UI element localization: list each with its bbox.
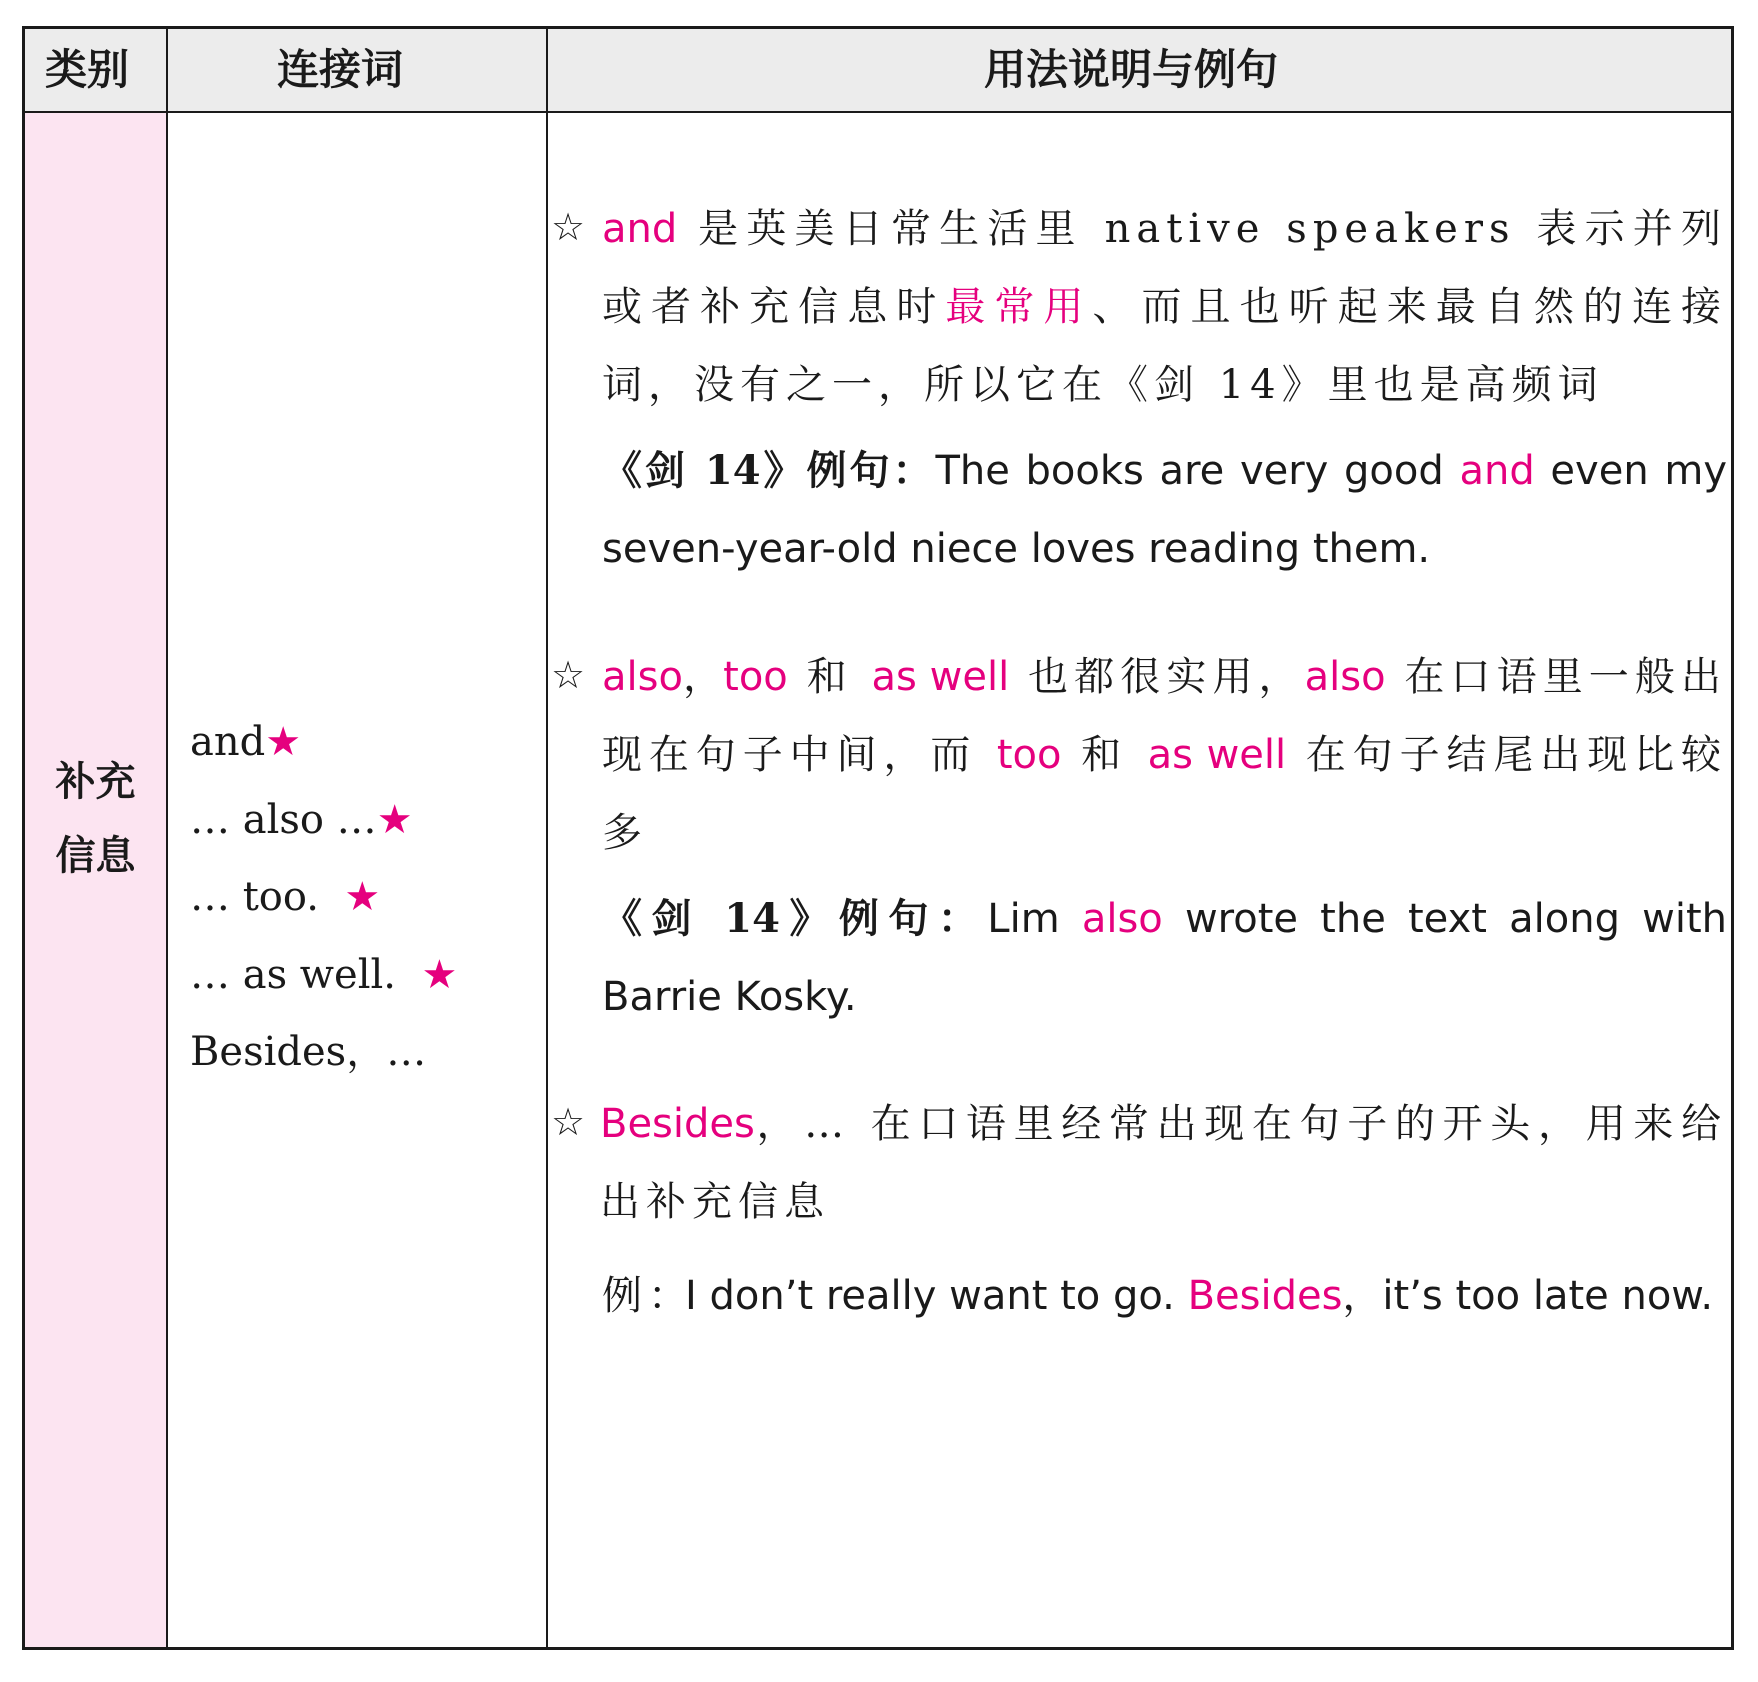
outline-star-icon: ☆ xyxy=(551,1100,586,1144)
outline-star-icon: ☆ xyxy=(551,653,586,697)
header-category: 类别 xyxy=(44,45,129,94)
star-icon: ★ xyxy=(265,719,302,765)
category-line-2: 信息 xyxy=(55,833,136,879)
usage-also-example: 《剑 14》例句：Lim also wrote the text along with Barrie Kosky. xyxy=(602,895,1728,1020)
usage-also-note: also，too 和 as well 也都很实用，also 在口语里一般出现在句子中间，而 too 和 as well 在句子结尾出现比较多 xyxy=(602,654,1728,856)
connector-and: and★ xyxy=(190,719,302,765)
outline-star-icon: ☆ xyxy=(551,205,586,249)
star-icon: ★ xyxy=(344,874,381,920)
connector-also: … also …★ xyxy=(190,796,413,843)
usage-table xyxy=(22,26,1734,1650)
connector-besides: Besides，… xyxy=(190,1029,427,1075)
connector-too: … too. ★ xyxy=(190,874,381,920)
connector-list xyxy=(190,704,457,1092)
usage-besides-note: Besides，… 在口语里经常出现在句子的开头，用来给出补充信息 xyxy=(600,1101,1727,1225)
connector-as-well: … as well. ★ xyxy=(190,951,458,998)
star-icon: ★ xyxy=(376,796,413,843)
usage-besides-example: 例：I don’t really want to go. Besides，it’s too late now. xyxy=(602,1273,1714,1319)
category-label xyxy=(25,745,166,893)
usage-and-note: and 是英美日常生活里 native speakers 表示并列或者补充信息时最常用、而且也听起来最自然的连接词，没有之一，所以它在《剑 14》里也是高频词 xyxy=(602,206,1728,408)
usage-and-example: 《剑 14》例句：The books are very good and even my seven-year-old niece loves reading them. xyxy=(602,447,1728,572)
category-line-1: 补充 xyxy=(55,759,136,805)
header-usage: 用法说明与例句 xyxy=(983,45,1278,94)
table-header xyxy=(25,29,1731,113)
column-divider-2 xyxy=(546,29,548,1647)
header-connector: 连接词 xyxy=(276,45,403,94)
star-icon: ★ xyxy=(421,951,458,998)
column-divider-1 xyxy=(166,29,168,1647)
